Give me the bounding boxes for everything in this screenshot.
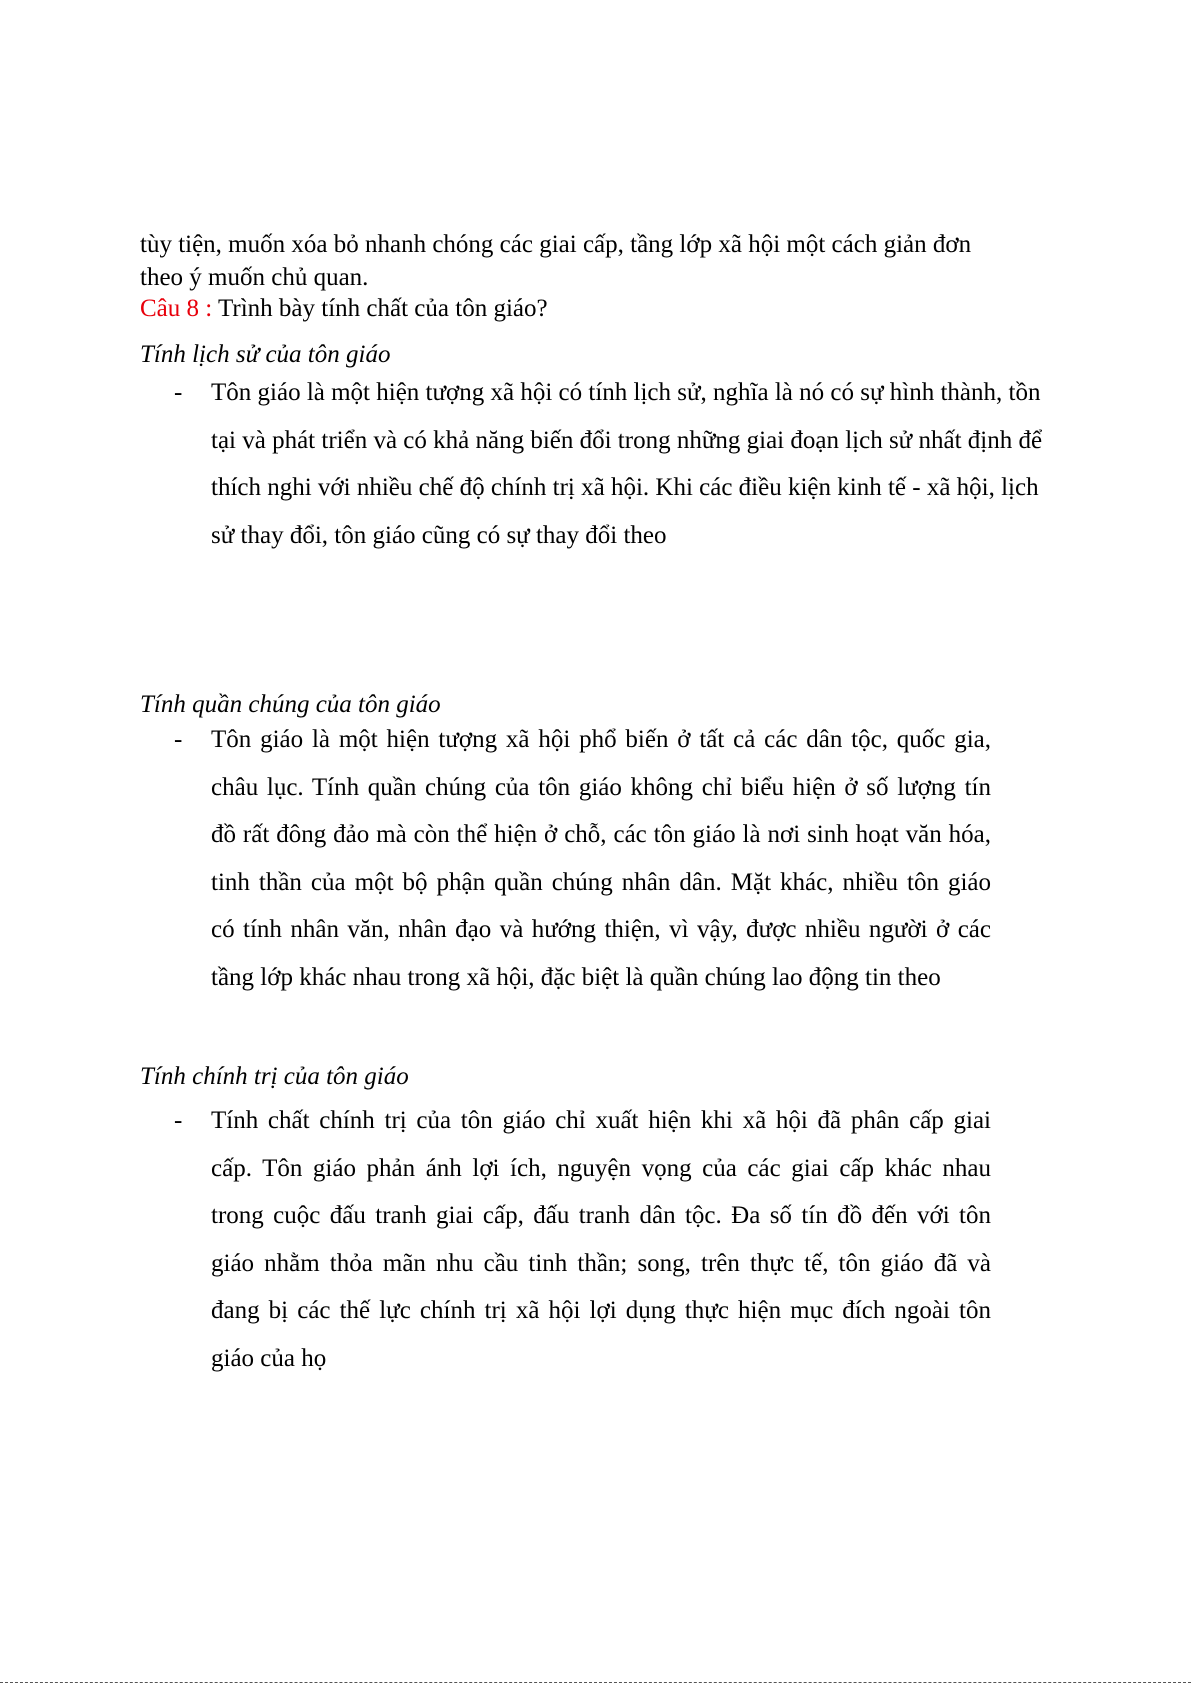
body-line: có tính nhân văn, nhân đạo và hướng thiện, vì vậy, được nhiều người ở các <box>211 916 991 943</box>
section-body-politics <box>211 1097 991 1382</box>
body-line: giáo của họ <box>211 1344 327 1372</box>
body-line: châu lục. Tính quần chúng của tôn giáo không chỉ biểu hiện ở số lượng tín <box>211 773 991 801</box>
body-line: tầng lớp khác nhau trong xã hội, đặc biệt là quần chúng lao động tin theo <box>211 963 941 991</box>
body-line: tại và phát triển và có khả năng biến đổi trong những giai đoạn lịch sử nhất định để <box>211 426 1043 454</box>
intro-line-1: tùy tiện, muốn xóa bỏ nhanh chóng các giai cấp, tầng lớp xã hội một cách giản đơn <box>140 231 972 258</box>
body-line: sử thay đổi, tôn giáo cũng có sự thay đổi theo <box>211 521 667 549</box>
bullet-dash: - <box>174 379 183 406</box>
body-line: thích nghi với nhiều chế độ chính trị xã hội. Khi các điều kiện kinh tế - xã hội, lịch <box>211 474 1039 501</box>
question-label: Câu 8 : <box>140 295 213 322</box>
bullet-dash: - <box>174 726 183 753</box>
section-body-history <box>211 369 1047 559</box>
body-line: cấp. Tôn giáo phản ánh lợi ích, nguyện vọng của các giai cấp khác nhau <box>211 1154 991 1182</box>
body-line: tinh thần của một bộ phận quần chúng nhân dân. Mặt khác, nhiều tôn giáo <box>211 868 991 896</box>
section-body-mass <box>211 716 991 1001</box>
body-line: Tôn giáo là một hiện tượng xã hội có tính lịch sử, nghĩa là nó có sự hình thành, tồn <box>211 379 1041 406</box>
section-heading-mass: Tính quần chúng của tôn giáo <box>140 691 441 718</box>
body-line: giáo nhằm thỏa mãn nhu cầu tinh thần; song, trên thực tế, tôn giáo đã và <box>211 1249 991 1277</box>
section-heading-history: Tính lịch sử của tôn giáo <box>140 341 391 368</box>
question-text: Trình bày tính chất của tôn giáo? <box>212 295 548 322</box>
bullet-dash: - <box>174 1107 183 1134</box>
page-bottom-rule <box>0 1682 1191 1683</box>
body-line: đang bị các thế lực chính trị xã hội lợi dụng thực hiện mục đích ngoài tôn <box>211 1297 991 1324</box>
body-line: Tôn giáo là một hiện tượng xã hội phổ biến ở tất cả các dân tộc, quốc gia, <box>211 726 991 753</box>
body-line: đồ rất đông đảo mà còn thể hiện ở chỗ, các tôn giáo là nơi sinh hoạt văn hóa, <box>211 821 991 848</box>
body-line: trong cuộc đấu tranh giai cấp, đấu tranh dân tộc. Đa số tín đồ đến với tôn <box>211 1202 991 1229</box>
section-heading-politics: Tính chính trị của tôn giáo <box>140 1063 409 1090</box>
body-line: Tính chất chính trị của tôn giáo chỉ xuất hiện khi xã hội đã phân cấp giai <box>211 1107 991 1134</box>
question-line <box>140 294 548 324</box>
intro-line-2: theo ý muốn chủ quan. <box>140 264 369 291</box>
